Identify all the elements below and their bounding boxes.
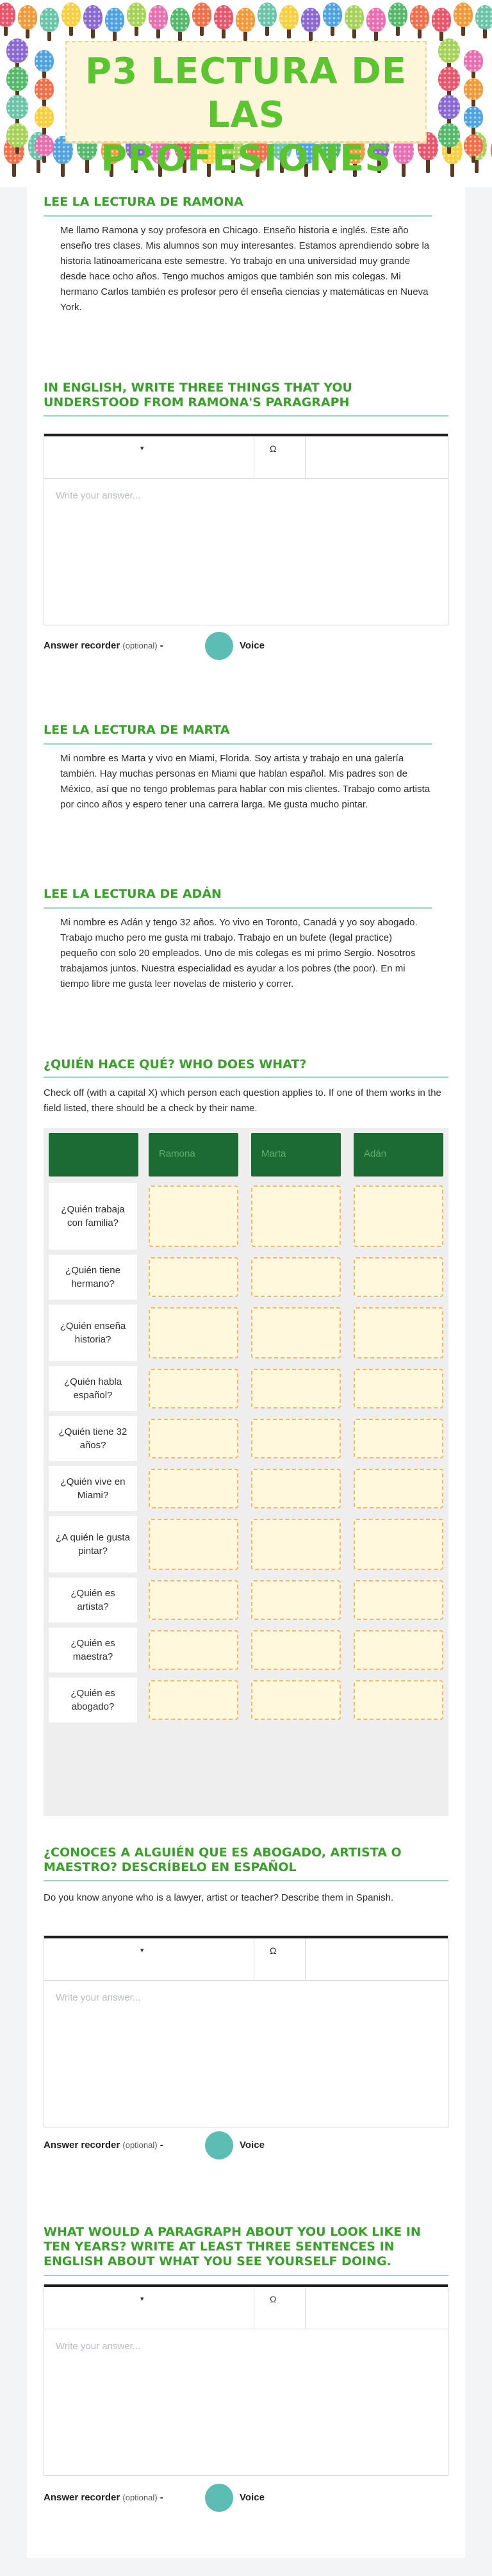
section-heading-ramona: LEE LA LECTURA DE RAMONA	[44, 195, 243, 209]
answer-cell-ramona[interactable]	[149, 1580, 238, 1620]
column-header-label: Ramona	[159, 1148, 195, 1159]
tree-icon	[35, 106, 54, 135]
tree-icon	[410, 5, 429, 38]
answer-cell-adan[interactable]	[354, 1630, 443, 1670]
answer-cell-marta[interactable]	[251, 1369, 341, 1408]
tree-icon	[464, 78, 483, 106]
tree-icon	[279, 5, 299, 38]
voice-label: Voice	[240, 640, 265, 651]
row-question-label: ¿A quién le gusta pintar?	[49, 1516, 137, 1573]
answer-cell-marta[interactable]	[251, 1469, 341, 1508]
tree-icon	[6, 67, 28, 97]
special-char-button[interactable]	[254, 2287, 306, 2329]
answer-cell-marta[interactable]	[251, 1257, 341, 1297]
title-card	[65, 41, 427, 179]
chevron-down-icon: ▾	[140, 2295, 144, 2303]
answer-cell-ramona[interactable]	[149, 1680, 238, 1720]
recorder-label-text: Answer recorder	[44, 640, 120, 651]
row-question-label: ¿Quién enseña historia?	[49, 1305, 137, 1361]
answer-cell-ramona[interactable]	[149, 1307, 238, 1358]
tree-icon	[35, 135, 54, 163]
omega-icon: Ω	[270, 2294, 277, 2304]
answer-cell-adan[interactable]	[354, 1680, 443, 1720]
answer-cell-marta[interactable]	[251, 1185, 341, 1247]
heading-underline	[44, 215, 432, 217]
tree-icon	[438, 95, 460, 126]
question-heading-3: WHAT WOULD A PARAGRAPH ABOUT YOU LOOK LIKE IN TEN YEARS? WRITE AT LEAST THREE SENTENCES IN ENGLISH ABOUT WHAT YOU SEE YOURSELF DOING.	[44, 2225, 421, 2268]
tree-icon	[214, 5, 233, 38]
record-button[interactable]	[205, 632, 233, 660]
answer-cell-adan[interactable]	[354, 1580, 443, 1620]
tree-icon	[388, 3, 407, 36]
recorder-optional: (optional)	[122, 641, 158, 650]
voice-label: Voice	[240, 2492, 265, 2503]
recorder-optional: (optional)	[122, 2140, 158, 2150]
tree-icon	[6, 95, 28, 126]
answer-cell-ramona[interactable]	[149, 1369, 238, 1408]
tree-icon	[323, 3, 342, 36]
adan-paragraph: Mi nombre es Adán y tengo 32 años. Yo vivo en Toronto, Canadá y yo soy abogado. Trabajo mucho pero me gusta mi trabajo. Trabajo en un bufete (legal practice) pequeño con solo 20 empleados. Uno de mis colegas es mi primo Sergio. Nosotros trabajamos juntos. Nuestra especialidad es ayudar a los pobres (the poor). En mi tiempo libre me gusta leer novelas de misterio y correr.	[60, 917, 418, 989]
tree-icon	[62, 3, 81, 36]
answer-cell-marta[interactable]	[251, 1580, 341, 1620]
section-heading-marta: LEE LA LECTURA DE MARTA	[44, 723, 230, 737]
row-question-label: ¿Quién tiene 32 años?	[49, 1416, 137, 1461]
answer-cell-ramona[interactable]	[149, 1257, 238, 1297]
recorder-optional: (optional)	[122, 2493, 158, 2502]
format-dropdown[interactable]	[44, 436, 254, 478]
answer-cell-marta[interactable]	[251, 1519, 341, 1570]
record-button[interactable]	[205, 2484, 233, 2512]
heading-underline	[44, 2275, 448, 2276]
answer-cell-ramona[interactable]	[149, 1519, 238, 1570]
answer-cell-adan[interactable]	[354, 1469, 443, 1508]
answer-editor-1	[44, 433, 448, 625]
column-header-marta	[251, 1133, 341, 1177]
tree-icon	[345, 5, 364, 38]
section-heading-adan: LEE LA LECTURA DE ADÁN	[44, 887, 222, 901]
recorder-label-text: Answer recorder	[44, 2492, 120, 2503]
answer-cell-ramona[interactable]	[149, 1630, 238, 1670]
tree-icon	[0, 3, 15, 36]
recorder-dash: -	[157, 2492, 163, 2503]
tree-icon	[454, 3, 473, 36]
answer-cell-ramona[interactable]	[149, 1469, 238, 1508]
question-2-instructions: Do you know anyone who is a lawyer, artist or teacher? Describe them in Spanish.	[44, 1892, 394, 1903]
tree-icon	[40, 8, 59, 41]
chevron-down-icon: ▾	[140, 1947, 144, 1954]
header-banner	[0, 0, 492, 187]
answer-input-2[interactable]	[44, 1983, 448, 2126]
tree-icon	[432, 8, 451, 41]
answer-input-3[interactable]	[44, 2332, 448, 2474]
page-title: P3 LECTURA DE LAS PROFESIONES	[85, 51, 407, 179]
tree-icon	[236, 8, 255, 41]
tree-icon	[438, 38, 460, 69]
editor-toolbar	[44, 1936, 448, 1981]
tree-icon	[6, 38, 28, 69]
answer-editor-3	[44, 2284, 448, 2476]
heading-underline	[44, 1077, 448, 1078]
tree-icon	[18, 5, 37, 38]
answer-cell-adan[interactable]	[354, 1369, 443, 1408]
tree-icon	[366, 8, 386, 41]
answer-cell-marta[interactable]	[251, 1630, 341, 1670]
tree-icon	[192, 3, 211, 36]
answer-cell-adan[interactable]	[354, 1185, 443, 1247]
special-char-button[interactable]	[254, 1938, 306, 1980]
tree-icon	[464, 50, 483, 78]
question-heading-2: ¿CONOCES A ALGUIÉN QUE ES ABOGADO, ARTISTA O MAESTRO? DESCRÍBELO EN ESPAÑOL	[44, 1845, 402, 1874]
answer-recorder-1	[44, 632, 313, 660]
ramona-paragraph: Me llamo Ramona y soy profesora en Chicago. Enseño historia e inglés. Este año enseño tres clases. Mis alumnos son muy interesantes. Estamos aprendiendo sobre la historia latinoamericana este semestre. Yo trabajo en una universidad muy grande desde hace ocho años. Tengo muchos amigos que también son mis colegas. Mi hermano Carlos también es profesor pero él enseña ciencias y matemáticas en Nueva York.	[60, 225, 430, 313]
answer-input-1[interactable]	[44, 481, 448, 623]
heading-underline	[44, 1880, 448, 1881]
tree-icon	[438, 67, 460, 97]
table-instructions: Check off (with a capital X) which person each question applies to. If one of them works in the field listed, there should be a check by their name.	[44, 1087, 441, 1114]
worksheet-content	[27, 187, 465, 2558]
row-question-label: ¿Quién es abogado?	[49, 1678, 137, 1722]
tree-icon	[301, 8, 320, 41]
answer-cell-adan[interactable]	[354, 1307, 443, 1358]
editor-toolbar	[44, 434, 448, 479]
answer-cell-adan[interactable]	[354, 1519, 443, 1570]
tree-icon	[464, 106, 483, 135]
omega-icon: Ω	[270, 1945, 277, 1956]
tree-icon	[105, 8, 124, 41]
omega-icon: Ω	[270, 443, 277, 454]
who-does-what-table	[44, 1128, 448, 1816]
answer-cell-marta[interactable]	[251, 1680, 341, 1720]
format-dropdown[interactable]	[44, 2287, 254, 2329]
tree-icon	[35, 78, 54, 106]
heading-underline	[44, 743, 432, 745]
marta-paragraph: Mi nombre es Marta y vivo en Miami, Florida. Soy artista y trabajo en una galería también. Hay muchas personas en Miami que hablan español. Mis padres son de México, así que no tengo problemas para hablar con mis clientes. Trabajo como artista por cinco años y espero tener una carrera larga. Me gusta mucho pintar.	[60, 753, 430, 810]
row-question-label: ¿Quién trabaja con familia?	[49, 1183, 137, 1250]
tree-icon	[6, 123, 28, 154]
table-header-blank	[49, 1133, 138, 1177]
recorder-label	[44, 640, 163, 651]
column-header-adan	[354, 1133, 443, 1177]
answer-editor-2	[44, 1935, 448, 2127]
row-question-label: ¿Quién vive en Miami?	[49, 1466, 137, 1511]
row-question-label: ¿Quién es artista?	[49, 1578, 137, 1622]
tree-icon	[35, 50, 54, 78]
chevron-down-icon: ▾	[140, 445, 144, 452]
recorder-label	[44, 2140, 163, 2151]
answer-cell-adan[interactable]	[354, 1257, 443, 1297]
tree-icon	[438, 123, 460, 154]
format-dropdown[interactable]	[44, 1938, 254, 1980]
row-question-label: ¿Quién tiene hermano?	[49, 1255, 137, 1300]
tree-icon	[149, 5, 168, 38]
tree-icon	[475, 5, 492, 38]
row-question-label: ¿Quién es maestra?	[49, 1628, 137, 1672]
editor-toolbar	[44, 2284, 448, 2329]
column-header-ramona	[149, 1133, 238, 1177]
answer-cell-marta[interactable]	[251, 1419, 341, 1458]
answer-cell-marta[interactable]	[251, 1307, 341, 1358]
heading-underline	[44, 415, 448, 417]
recorder-dash: -	[157, 640, 163, 651]
question-heading-1: IN ENGLISH, WRITE THREE THINGS THAT YOU UNDERSTOOD FROM RAMONA'S PARAGRAPH	[44, 381, 352, 409]
answer-recorder-2	[44, 2131, 313, 2159]
heading-underline	[44, 907, 432, 909]
tree-icon	[258, 3, 277, 36]
column-header-label: Marta	[261, 1148, 286, 1159]
recorder-label	[44, 2492, 163, 2503]
record-button[interactable]	[205, 2131, 233, 2159]
tree-icon	[127, 3, 146, 36]
answer-cell-ramona[interactable]	[149, 1419, 238, 1458]
tree-icon	[83, 5, 102, 38]
voice-label: Voice	[240, 2140, 265, 2151]
special-char-button[interactable]	[254, 436, 306, 478]
tree-icon	[170, 8, 190, 41]
answer-recorder-3	[44, 2484, 313, 2512]
answer-cell-adan[interactable]	[354, 1419, 443, 1458]
recorder-dash: -	[157, 2140, 163, 2151]
tree-icon	[464, 135, 483, 163]
recorder-label-text: Answer recorder	[44, 2140, 120, 2151]
table-heading: ¿QUIÉN HACE QUÉ? WHO DOES WHAT?	[44, 1057, 307, 1071]
row-question-label: ¿Quién habla español?	[49, 1366, 137, 1411]
column-header-label: Adán	[364, 1148, 387, 1159]
answer-cell-ramona[interactable]	[149, 1185, 238, 1247]
